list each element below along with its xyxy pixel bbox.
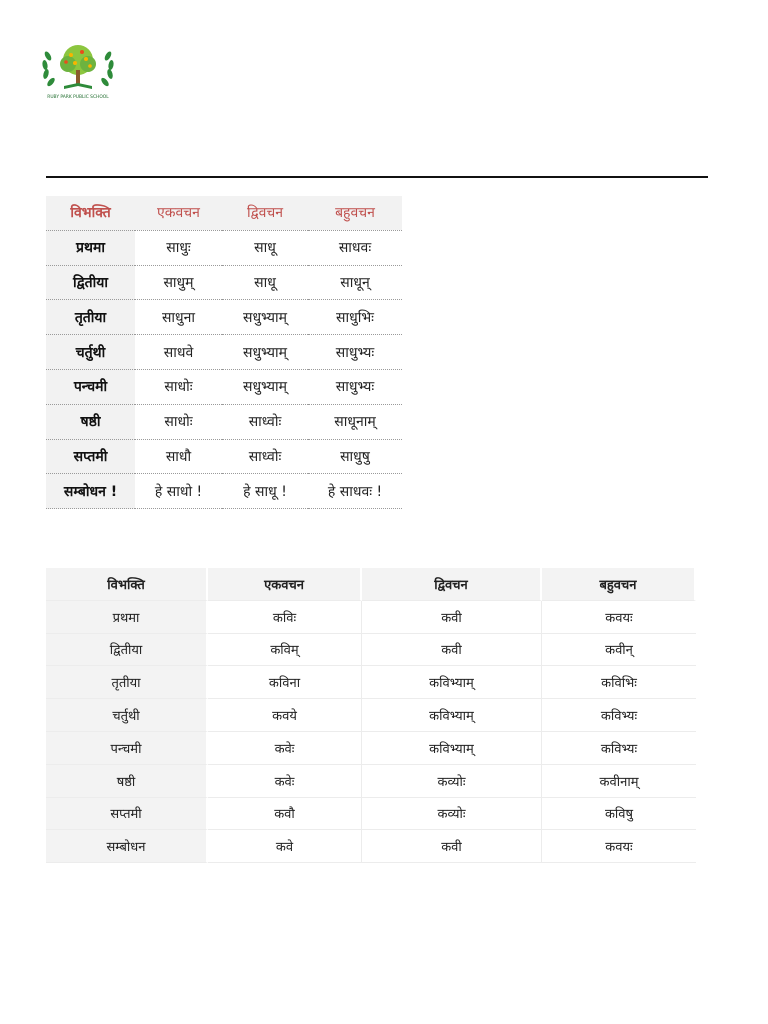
table-cell: साधोः: [135, 404, 222, 439]
table-cell: कविभ्याम्: [362, 699, 542, 732]
header-cell: विभक्ति: [46, 196, 135, 230]
table-cell: कवीनाम्: [542, 765, 696, 798]
table-row: [46, 666, 696, 699]
case-name: चर्तुथी: [46, 335, 135, 370]
kavi-declension-table: [46, 568, 696, 863]
case-name: पन्चमी: [46, 369, 135, 404]
table-row: [46, 369, 402, 404]
table-cell: साधू: [222, 265, 308, 300]
case-name: षष्ठी: [46, 765, 208, 798]
table-cell: साधोः: [135, 369, 222, 404]
table-cell: कव्योः: [362, 765, 542, 798]
table-cell: कविः: [208, 601, 362, 634]
table-cell: कविम्: [208, 634, 362, 667]
table-cell: साधुभ्यः: [308, 335, 402, 370]
table-cell: कविभ्याम्: [362, 666, 542, 699]
table-cell: कवयः: [542, 601, 696, 634]
sadhu-declension-table: [46, 196, 402, 509]
case-name: प्रथमा: [46, 230, 135, 265]
table-cell: कवे: [208, 830, 362, 863]
table-cell: साध्वोः: [222, 404, 308, 439]
case-name: सम्बोधन: [46, 830, 208, 863]
case-name: षष्ठी: [46, 404, 135, 439]
case-name: चर्तुथी: [46, 699, 208, 732]
table-row: [46, 798, 696, 831]
school-logo: [40, 38, 116, 100]
table-cell: साधवे: [135, 335, 222, 370]
table-cell: कविभ्यः: [542, 732, 696, 765]
table-cell: सधुभ्याम्: [222, 335, 308, 370]
table-cell: हे साधू !: [222, 474, 308, 509]
table-cell: सधुभ्याम्: [222, 300, 308, 335]
table-row: [46, 830, 696, 863]
table-cell: सधुभ्याम्: [222, 369, 308, 404]
table-row: [46, 300, 402, 335]
table-cell: कविभिः: [542, 666, 696, 699]
table-cell: साध्वोः: [222, 439, 308, 474]
table-row: [46, 335, 402, 370]
header-divider: [46, 176, 708, 178]
table-row: [46, 732, 696, 765]
table-row: [46, 765, 696, 798]
table-cell: साधुषु: [308, 439, 402, 474]
table-row: [46, 404, 402, 439]
table-cell: साधवः: [308, 230, 402, 265]
header-cell: द्विवचन: [362, 568, 542, 601]
table-row: [46, 439, 402, 474]
table-cell: कवी: [362, 601, 542, 634]
table-cell: कवेः: [208, 765, 362, 798]
table-cell: कवयः: [542, 830, 696, 863]
table-cell: कविभ्यः: [542, 699, 696, 732]
table-cell: साधू: [222, 230, 308, 265]
table-cell: साधौ: [135, 439, 222, 474]
table-cell: हे साधवः !: [308, 474, 402, 509]
table-row: [46, 601, 696, 634]
header-cell: द्विवचन: [222, 196, 308, 230]
table-cell: साधूनाम्: [308, 404, 402, 439]
table-cell: कवौ: [208, 798, 362, 831]
header-cell: विभक्ति: [46, 568, 208, 601]
table-cell: कविषु: [542, 798, 696, 831]
table-header-row: [46, 568, 696, 601]
table-header-row: [46, 196, 402, 230]
table-cell: साधुभिः: [308, 300, 402, 335]
table-cell: कवी: [362, 830, 542, 863]
table-row: [46, 474, 402, 509]
table-cell: कवीन्: [542, 634, 696, 667]
table-cell: हे साधो !: [135, 474, 222, 509]
table-row: [46, 699, 696, 732]
table-cell: कवये: [208, 699, 362, 732]
table-cell: कविना: [208, 666, 362, 699]
case-name: सम्बोधन !: [46, 474, 135, 509]
case-name: द्वितीया: [46, 265, 135, 300]
table-cell: कवेः: [208, 732, 362, 765]
case-name: सप्तमी: [46, 439, 135, 474]
table-cell: साधुभ्यः: [308, 369, 402, 404]
case-name: द्वितीया: [46, 634, 208, 667]
table-cell: कविभ्याम्: [362, 732, 542, 765]
table-row: [46, 230, 402, 265]
case-name: पन्चमी: [46, 732, 208, 765]
table-row: [46, 265, 402, 300]
case-name: तृतीया: [46, 666, 208, 699]
table-cell: साधून्: [308, 265, 402, 300]
case-name: तृतीया: [46, 300, 135, 335]
case-name: प्रथमा: [46, 601, 208, 634]
table-cell: कव्योः: [362, 798, 542, 831]
table-row: [46, 634, 696, 667]
logo-text: RUBY PARK PUBLIC SCHOOL: [47, 95, 109, 100]
header-cell: बहुवचन: [308, 196, 402, 230]
table-cell: साधुम्: [135, 265, 222, 300]
header-cell: एकवचन: [208, 568, 362, 601]
table-cell: साधुना: [135, 300, 222, 335]
tree-logo-icon: [40, 38, 116, 100]
case-name: सप्तमी: [46, 798, 208, 831]
header-cell: बहुवचन: [542, 568, 696, 601]
table-cell: साधुः: [135, 230, 222, 265]
header-cell: एकवचन: [135, 196, 222, 230]
table-cell: कवी: [362, 634, 542, 667]
